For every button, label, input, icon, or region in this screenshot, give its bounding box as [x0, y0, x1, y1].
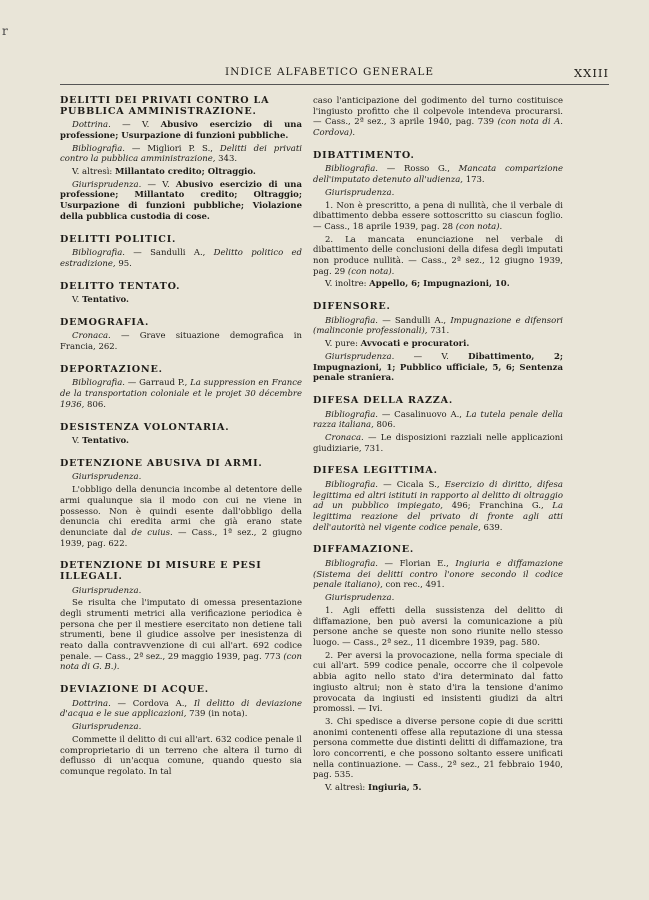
- entry-paragraph: Giurisprudenza. — V. Dibattimento, 2; Impugnazioni, 1; Pubblico ufficiale, 5, 6; Sentenza penale straniera.: [313, 351, 563, 384]
- continued-paragraph: caso l'anticipazione del godimento del turno costituisce l'ingiusto profitto che il colpevole intendeva procurarsi. — Cass., 2ª sez., 3 aprile 1940, pag. 739 (con nota di A. Cordova).: [313, 96, 563, 139]
- entry-paragraph: Bibliografia. — Sandulli A., Impugnazione e difensori (malinconie professionali), 731.: [313, 315, 563, 337]
- left-column: [60, 96, 302, 780]
- entry-paragraph: Bibliografia. — Florian E., Ingiuria e diffamazione (Sistema dei delitti contro l'onore secondo il codice penale italiano), con rec., 491.: [313, 559, 563, 591]
- entry-paragraph: Cronaca. — Grave situazione demografica in Francia, 262.: [60, 331, 302, 353]
- entry-paragraph: Bibliografia. — Sandulli A., Delitto politico ed estradizione, 95.: [60, 248, 302, 269]
- entry-heading: DELITTI DEI PRIVATI CONTRO LA PUBBLICA AMMINISTRAZIONE.: [60, 95, 270, 117]
- entry-heading: DELITTO TENTATO.: [60, 280, 181, 292]
- entry-paragraph: 2. La mancata enunciazione nel verbale di dibattimento delle conclusioni della difesa degli imputati non produce nullità. — Cass., 2ª sez., 12 giugno 1939, pag. 29 (con nota).: [313, 234, 563, 277]
- entry-paragraph: Giurisprudenza. — V. Abusivo esercizio di una professione; Millantato credito; Oltraggio; Usurpazione di funzioni pubbliche; Violazione della pubblica custodia di cose.: [60, 179, 302, 222]
- entry-paragraph: Se risulta che l'imputato di omessa presentazione degli strumenti metrici alla verificazione periodica è persona che per il mestiere esercitato non detiene tali strumenti, bene il giudice assolve per inesistenza di reato dalla contravvenzione di cui all'art. 692 codice penale. — Cass., 2ª sez., 29 maggio 1939, pag. 773 (con nota di G. B.).: [60, 598, 302, 673]
- entry-paragraph: 1. Non è prescritto, a pena di nullità, che il verbale di dibattimento debba essere sottoscritto su ciascun foglio. — Cass., 18 aprile 1939, pag. 28 (con nota).: [313, 200, 563, 232]
- entry-paragraph: Commette il delitto di cui all'art. 632 codice penale il comproprietario di un terreno che altera il turno di deflusso di un'acqua comune, quando questo sia comunque regolato. In tal: [60, 734, 302, 777]
- entry-paragraph: Bibliografia. — Casalinuovo A., La tutela penale della razza italiana, 806.: [313, 409, 563, 431]
- margin-mark: r: [2, 24, 8, 38]
- entry-paragraph: Bibliografia. — Rosso G., Mancata comparizione dell'imputato detenuto all'udienza, 173.: [313, 164, 563, 186]
- entry-paragraph: 3. Chi spedisce a diverse persone copie di due scritti anonimi contenenti offese alla reputazione di una stessa persona commette due distinti delitti di diffamazione, tra loro concorrenti, e che possono soltanto essere unificati nella continuazione. — Cass., 2ª sez., 21 febbraio 1940, pag. 535.: [313, 716, 563, 781]
- entry-heading: DELITTI POLITICI.: [60, 233, 177, 245]
- entry-paragraph: V. inoltre: Appello, 6; Impugnazioni, 10.: [325, 279, 510, 290]
- header-title: INDICE ALFABETICO GENERALE: [225, 66, 434, 78]
- section-label: Giurisprudenza.: [72, 585, 142, 596]
- entry-heading: DESISTENZA VOLONTARIA.: [60, 421, 230, 433]
- entry-heading: DETENZIONE ABUSIVA DI ARMI.: [60, 457, 263, 469]
- entry-paragraph: Bibliografia. — Cicala S., Esercizio di diritto, difesa legittima ed altri istituti in rapporto al delitto di oltraggio ad un pubblico impiegato, 496; Franchina G., La legittima reazione del privato di fronte agli atti dell'autorità nel vigente codice penale, 639.: [313, 479, 564, 533]
- entry-heading: DIFFAMAZIONE.: [313, 544, 415, 556]
- entry-paragraph: V. Tentativo.: [72, 436, 130, 447]
- entry-paragraph: V. pure: Avvocati e procuratori.: [325, 339, 470, 350]
- entry-heading: DIFESA DELLA RAZZA.: [313, 394, 453, 406]
- entry-paragraph: Bibliografia. — Garraud P., La suppression en France de la transportation coloniale et le projet 30 décembre 1936, 806.: [60, 378, 302, 410]
- section-label: Giurisprudenza.: [72, 722, 142, 733]
- section-label: Giurisprudenza.: [325, 187, 395, 198]
- entry-heading: DETENZIONE DI MISURE E PESI ILLEGALI.: [60, 560, 262, 582]
- entry-heading: DEPORTAZIONE.: [60, 363, 163, 375]
- entry-heading: DIBATTIMENTO.: [313, 149, 415, 161]
- entry-heading: DIFESA LEGITTIMA.: [313, 465, 438, 477]
- section-label: Giurisprudenza.: [72, 472, 142, 483]
- entry-paragraph: V. altresì: Millantato credito; Oltraggio.: [72, 167, 256, 177]
- entry-paragraph: 1. Agli effetti della sussistenza del delitto di diffamazione, ben può aversi la comunicazione a più persone anche se queste non sono riunite nello stesso luogo. — Cass., 2ª sez., 11 dicembre 1939, pag. 580.: [313, 605, 563, 648]
- entry-paragraph: V. altresì: Ingiuria, 5.: [325, 783, 422, 794]
- entry-paragraph: L'obbligo della denuncia incombe al detentore delle armi qualunque sia il modo con cui ne viene in possesso. Non è quindi esente dall'obbligo della denuncia chi eredita armi che già erano state denunciate dal de cuius. — Cass., 1ª sez., 2 giugno 1939, pag. 622.: [60, 485, 302, 549]
- entry-heading: DIFENSORE.: [313, 301, 391, 313]
- entry-heading: DEMOGRAFIA.: [60, 316, 150, 328]
- entry-paragraph: Bibliografia. — Migliori P. S., Delitti dei privati contro la pubblica amministrazione, 343.: [60, 143, 302, 165]
- entry-heading: DEVIAZIONE DI ACQUE.: [60, 684, 209, 696]
- entry-paragraph: Dottrina. — Cordova A., Il delitto di deviazione d'acqua e le sue applicazioni, 739 (in nota).: [60, 698, 303, 720]
- page-number: XXIII: [573, 66, 609, 80]
- entry-paragraph: Cronaca. — Le disposizioni razziali nelle applicazioni giudiziarie, 731.: [313, 432, 563, 454]
- entry-paragraph: 2. Per aversi la provocazione, nella forma speciale di cui all'art. 599 codice penale, occorre che il colpevole abbia agito nello stato d'ira determinato dal fatto ingiusto altrui; non è stato d'ira la tensione d'animo provocata da ingiusti ed insistenti giudizi da altri promossi. — Ivi.: [313, 650, 563, 715]
- entry-paragraph: V. Tentativo.: [72, 295, 130, 306]
- right-column: [313, 96, 563, 796]
- section-label: Giurisprudenza.: [325, 593, 395, 604]
- entry-paragraph: Dottrina. — V. Abusivo esercizio di una professione; Usurpazione di funzioni pubbliche.: [60, 120, 302, 141]
- header-rule: [60, 84, 609, 85]
